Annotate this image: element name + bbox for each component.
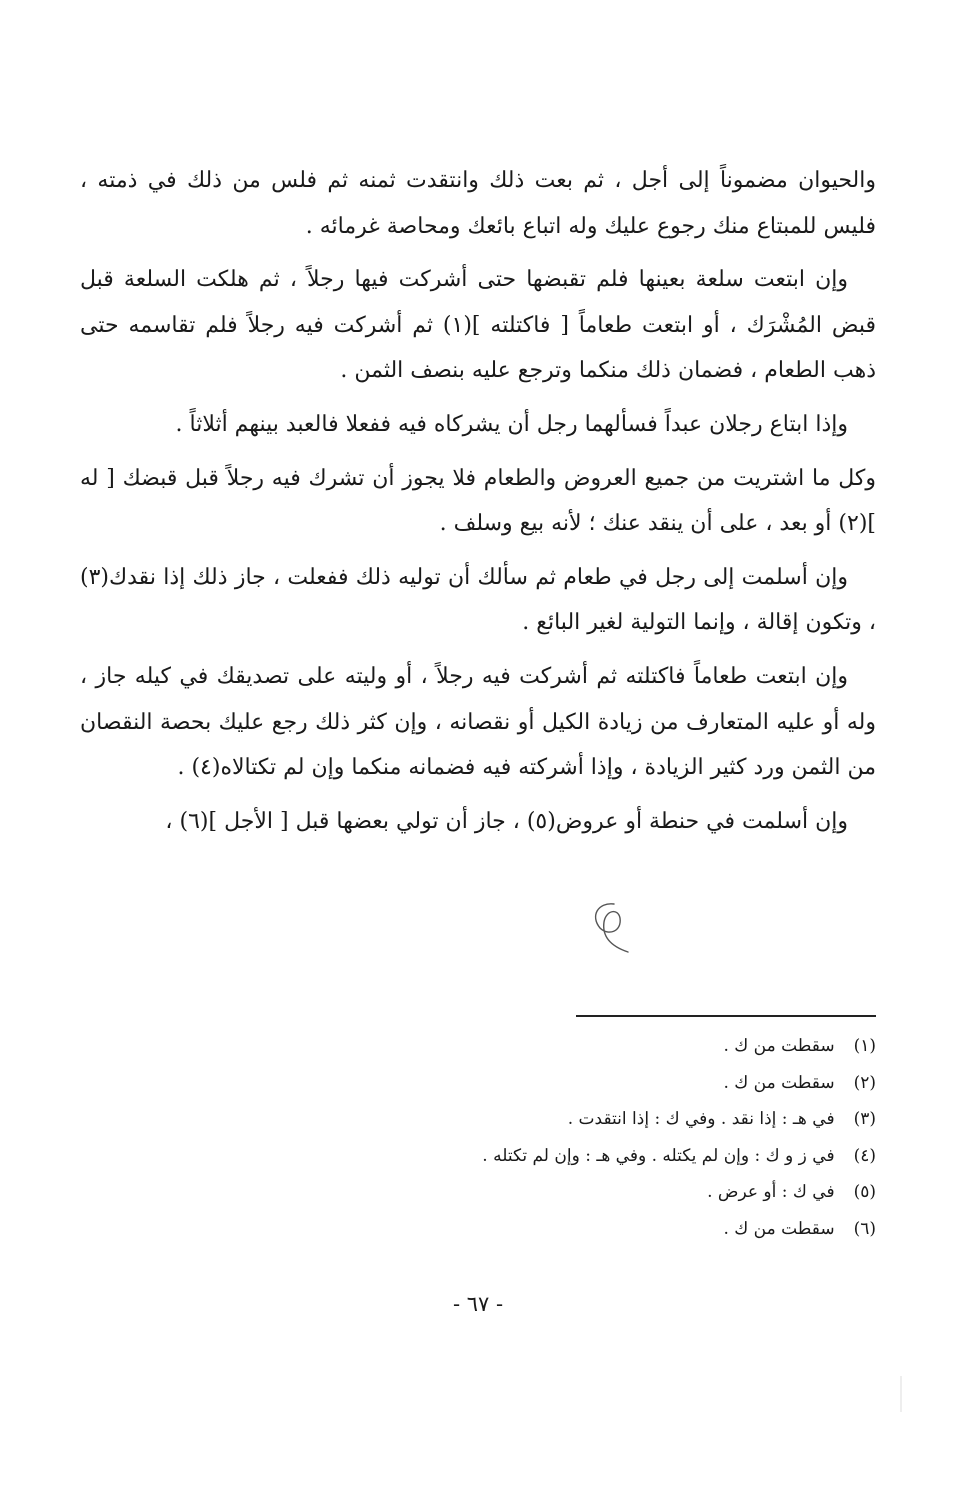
footnote-text: سقطت من ك . (723, 1072, 835, 1093)
paragraph-2: وإن ابتعت سلعة بعينها فلم تقبضها حتى أشركت فيها رجلاً ، ثم هلكت السلعة قبل قبض المُشْرَك ، أو ابتعت طعاماً [ فاكتلته ](١) ثم أشركت فيه رجلاً فلم تقاسمه حتى ذهب الطعام ، فضمان ذلك منكما وترجع عليه بنصف الثمن . (80, 267, 876, 384)
page-number: - ٦٧ - (452, 1292, 504, 1316)
footnotes-list (80, 1028, 876, 1247)
paragraph-1: والحيوان مضموناً إلى أجل ، ثم بعت ذلك وانتقدت ثمنه ثم فلس من ذلك في ذمته ، فليس للمبتاع منك رجوع عليك وله اتباع بائعك ومحاصة غرمائه . (80, 168, 876, 239)
footnote-text: سقطت من ك . (723, 1036, 835, 1056)
footnote-number: (٣) (853, 1109, 876, 1129)
footnote-text: في ك : أو عرض . (707, 1182, 835, 1202)
scan-edge-mark (900, 1376, 902, 1412)
footnote-number: (٦) (853, 1218, 876, 1239)
footnote-2 (80, 1065, 876, 1102)
paragraph-4: وكل ما اشتريت من جميع العروض والطعام فلا يجوز أن تشرك فيه رجلاً قبل قبضك [ له ](٢) أو بعد ، على أن ينقد عنك ؛ لأنه بيع وسلف . (80, 465, 876, 537)
footnote-number: (١) (853, 1036, 876, 1056)
footnote-4 (80, 1138, 876, 1175)
footnote-text: سقطت من ك . (723, 1218, 835, 1239)
main-text-block (80, 158, 876, 852)
paragraph-6: وإن ابتعت طعاماً فاكتلته ثم أشركت فيه رجلاً ، أو وليته على تصديقك في كيله جاز ، وله أو عليه المتعارف من زيادة الكيل أو نقصانه ، وإن كثر ذلك رجع عليك بحصة النقصان من الثمن ورد كثير الزيادة ، وإذا أشركته فيه فضمانه منكما وإن لم تكتالاه(٤) . (80, 663, 876, 781)
pen-loop-icon (584, 896, 636, 958)
footnote-number: (٥) (853, 1182, 876, 1202)
footnote-1 (80, 1028, 876, 1065)
paragraph-7: وإن أسلمت في حنطة أو عروض(٥) ، جاز أن تولي بعضها قبل [ الأجل ](٦) ، (165, 808, 848, 834)
footnote-number: (٤) (853, 1145, 876, 1166)
footnote-3 (80, 1101, 876, 1138)
footnote-5 (80, 1174, 876, 1211)
footnote-text: في ز و ك : وإن لم يكتله . وفي هـ : وإن لم تكتله . (482, 1145, 835, 1166)
footnote-6 (80, 1211, 876, 1248)
paragraph-5: وإن أسلمت إلى رجل في طعام ثم سألك أن توليه ذلك ففعلت ، جاز ذلك إذا نقدك(٣) ، وتكون إقالة ، وإنما التولية لغير البائع . (80, 564, 876, 636)
paragraph-3: وإذا ابتاع رجلان عبداً فسألهما رجل أن يشركاه فيه ففعلا فالعبد بينهم أثلاثاً . (175, 411, 848, 437)
footnote-number: (٢) (853, 1072, 876, 1093)
footnote-text: في هـ : إذا نقد . وفي ك : إذا انتقدت . (567, 1109, 835, 1129)
footnote-divider (576, 1015, 876, 1017)
